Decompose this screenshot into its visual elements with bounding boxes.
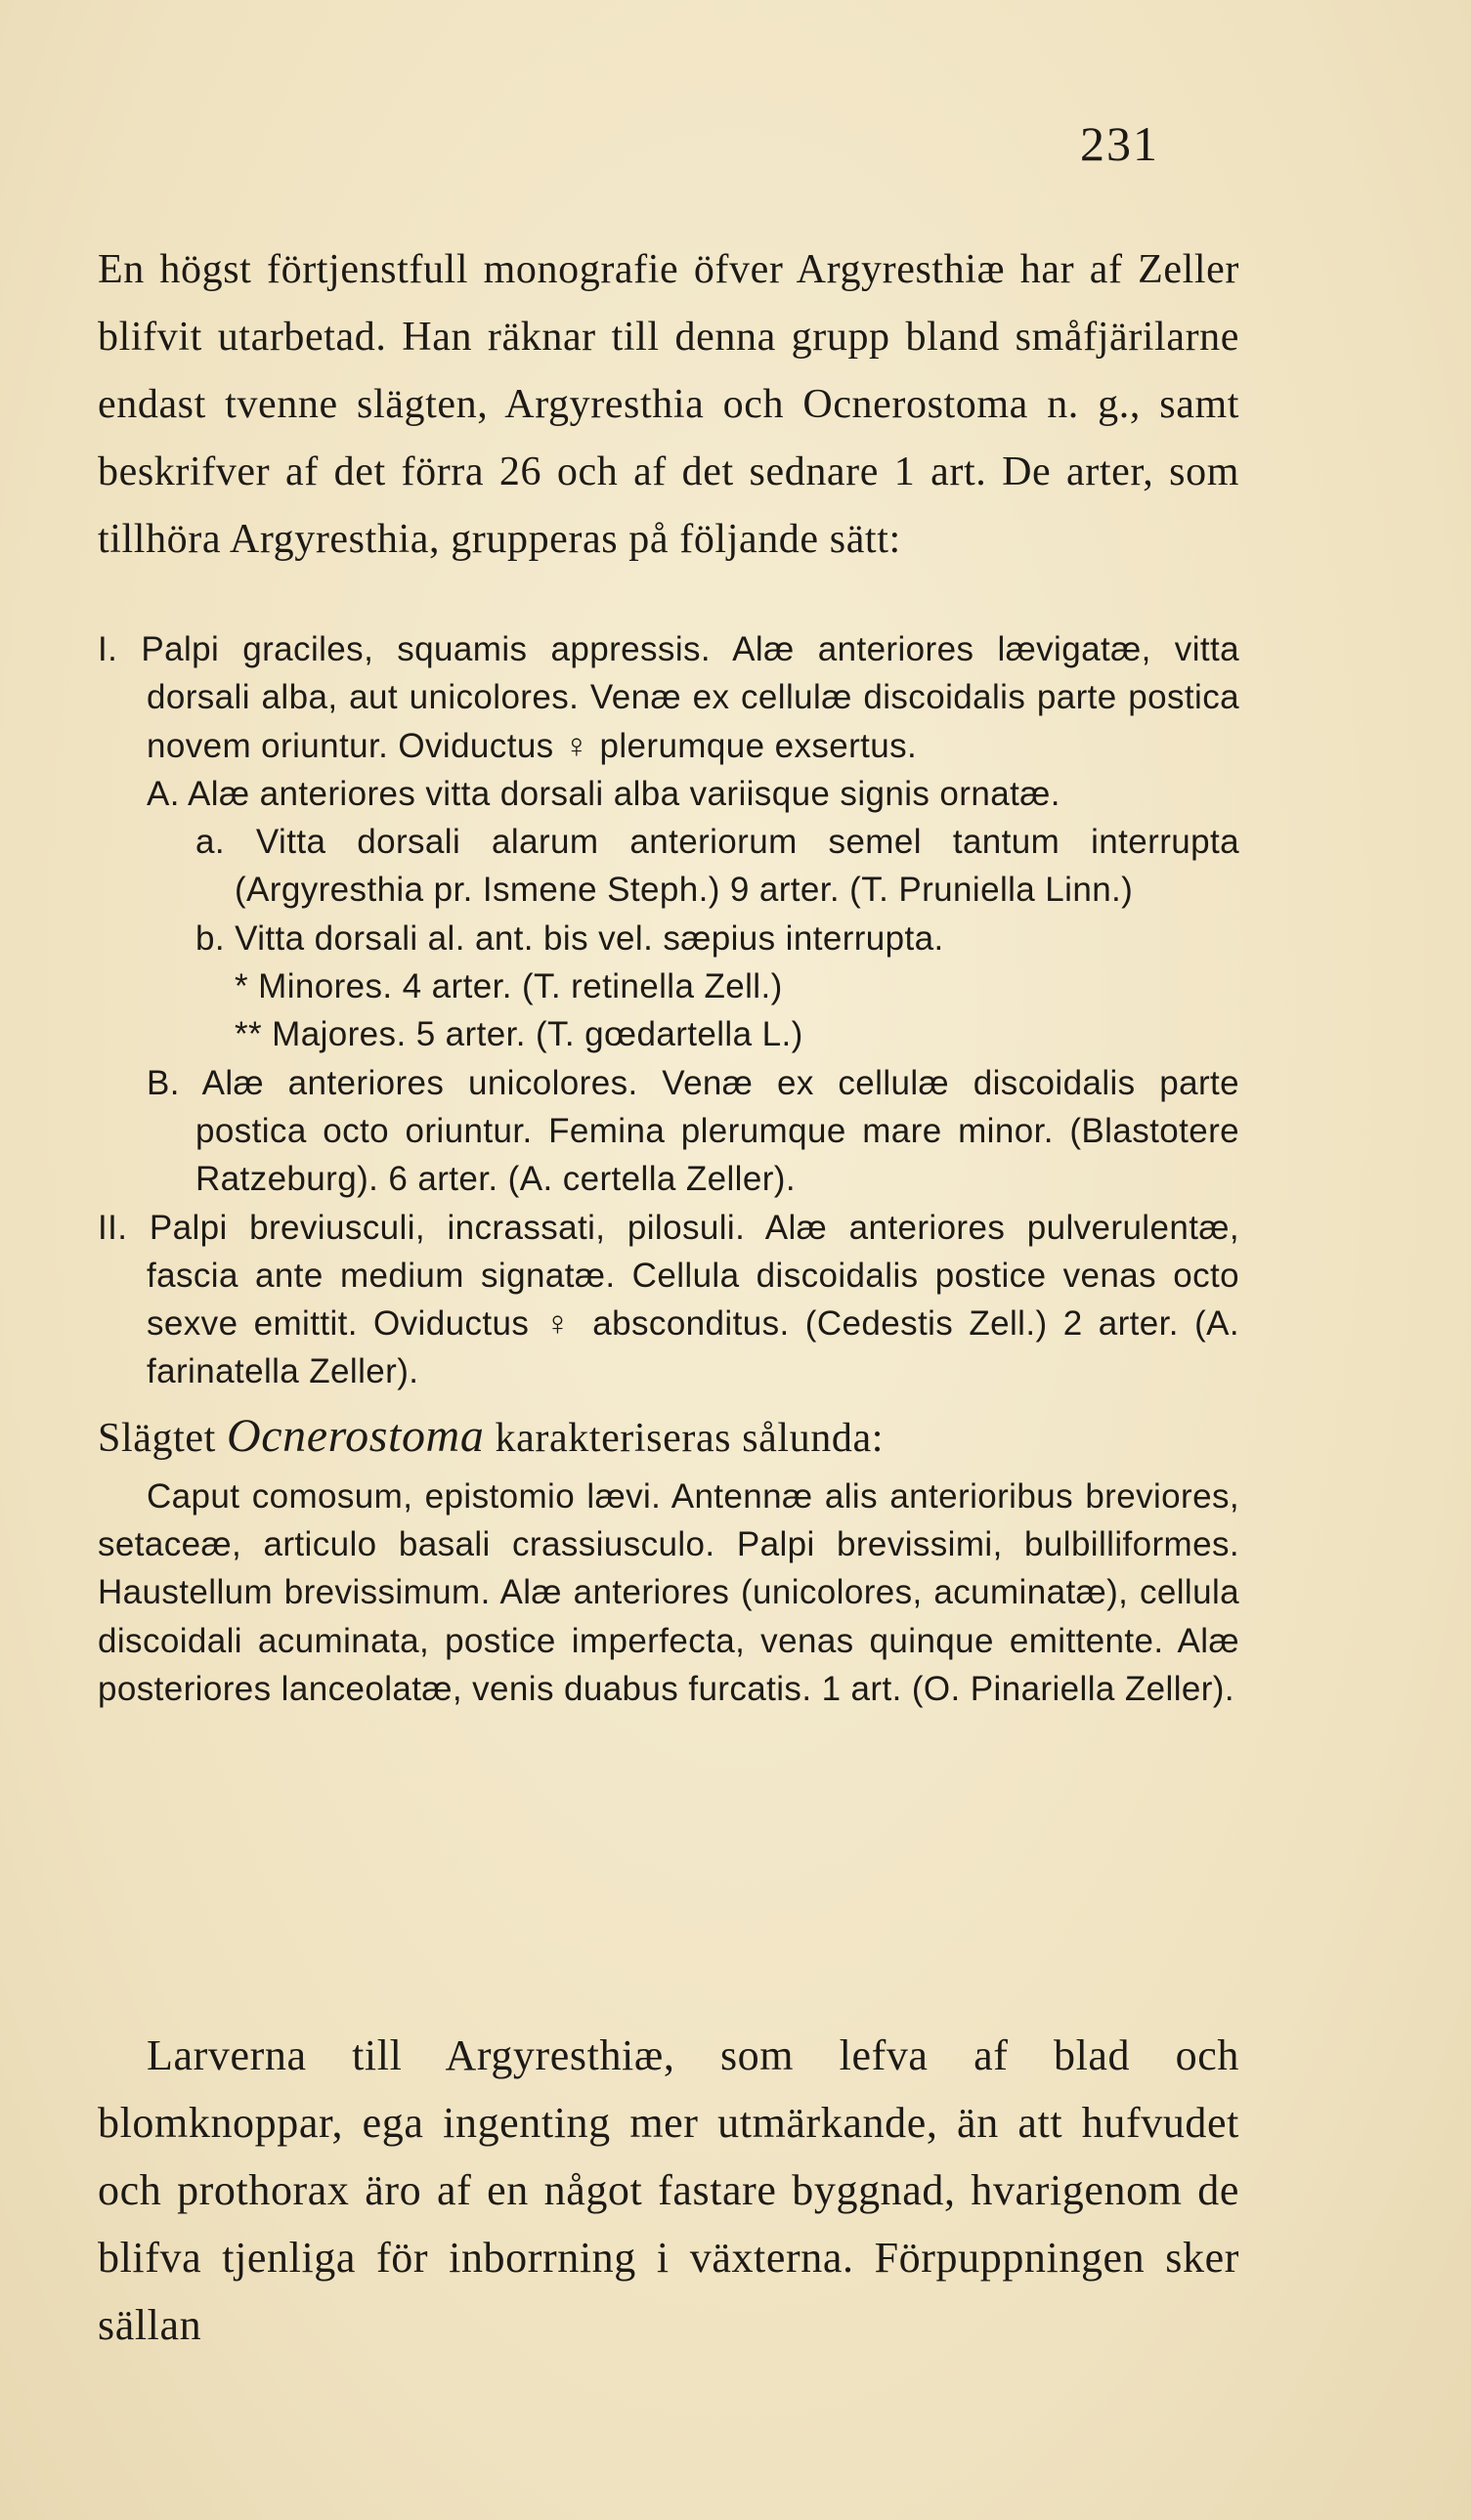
page-number: 231 <box>1080 116 1159 171</box>
section-II: II. Palpi breviusculi, incrassati, pilosuli. Alæ anteriores pulverulentæ, fascia ante medium signatæ. Cellula discoidalis postice venas octo sexve emittit. Oviductus ♀ absconditus. (Cedestis Zell.) 2 arter. (A. farinatella Zeller). <box>98 1208 1239 1391</box>
section-b: b. Vitta dorsali al. ant. bis vel. sæpius interrupta. <box>195 918 944 958</box>
heading-suffix: karakteriseras sålunda: <box>495 1415 884 1461</box>
genus-description: Caput comosum, epistomio lævi. Antennæ alis anterioribus breviores, setaceæ, articulo basali crassiusculo. Palpi brevissimi, bulbilliformes. Haustellum brevissimum. Alæ anteriores (unicolores, acuminatæ), cellula discoidali acuminata, postice imperfecta, venas quinque emittente. Alæ posteriores lanceolatæ, venis duabus furcatis. 1 art. (O. Pinariella Zeller). <box>98 1476 1239 1708</box>
section-minores: * Minores. 4 arter. (T. retinella Zell.) <box>235 967 783 1006</box>
genus-heading <box>98 1402 1239 1473</box>
intro-paragraph: En högst förtjenstfull monografie öfver Argyresthiæ har af Zeller blifvit utarbetad. Han räknar till denna grupp bland småfjärilarne endast tvenne slägten, Argyresthia och Ocnerostoma n. g., samt beskrifver af det förra 26 och af det sednare 1 art. De arter, som tillhöra Argyresthia, grupperas på följande sätt: <box>98 247 1239 562</box>
section-a: a. Vitta dorsali alarum anteriorum semel tantum interrupta (Argyresthia pr. Ismene Steph.) 9 arter. (T. Pruniella Linn.) <box>195 823 1239 910</box>
heading-genus: Ocnerostoma <box>226 1409 485 1462</box>
section-majores: ** Majores. 5 arter. (T. gœdartella L.) <box>235 1015 803 1054</box>
heading-prefix: Slägtet <box>98 1415 216 1461</box>
section-A: A. Alæ anteriores vitta dorsali alba variisque signis ornatæ. <box>147 774 1060 813</box>
larvae-paragraph: Larverna till Argyresthiæ, som lefva af blad och blomknoppar, ega ingenting mer utmärkande, än att hufvudet och prothorax äro af en något fastare byggnad, hvarigenom de blifva tjenliga för inborrning i växterna. Förpuppningen sker sällan <box>98 2031 1239 2349</box>
section-B: B. Alæ anteriores unicolores. Venæ ex cellulæ discoidalis parte postica octo oriuntur. Femina plerumque mare minor. (Blastotere Ratzeburg). 6 arter. (A. certella Zeller). <box>147 1063 1239 1199</box>
classification-key <box>98 625 1239 1713</box>
section-I: I. Palpi graciles, squamis appressis. Alæ anteriores lævigatæ, vitta dorsali alba, aut unicolores. Venæ ex cellulæ discoidalis parte postica novem oriuntur. Oviductus ♀ plerumque exsertus. <box>98 630 1239 765</box>
